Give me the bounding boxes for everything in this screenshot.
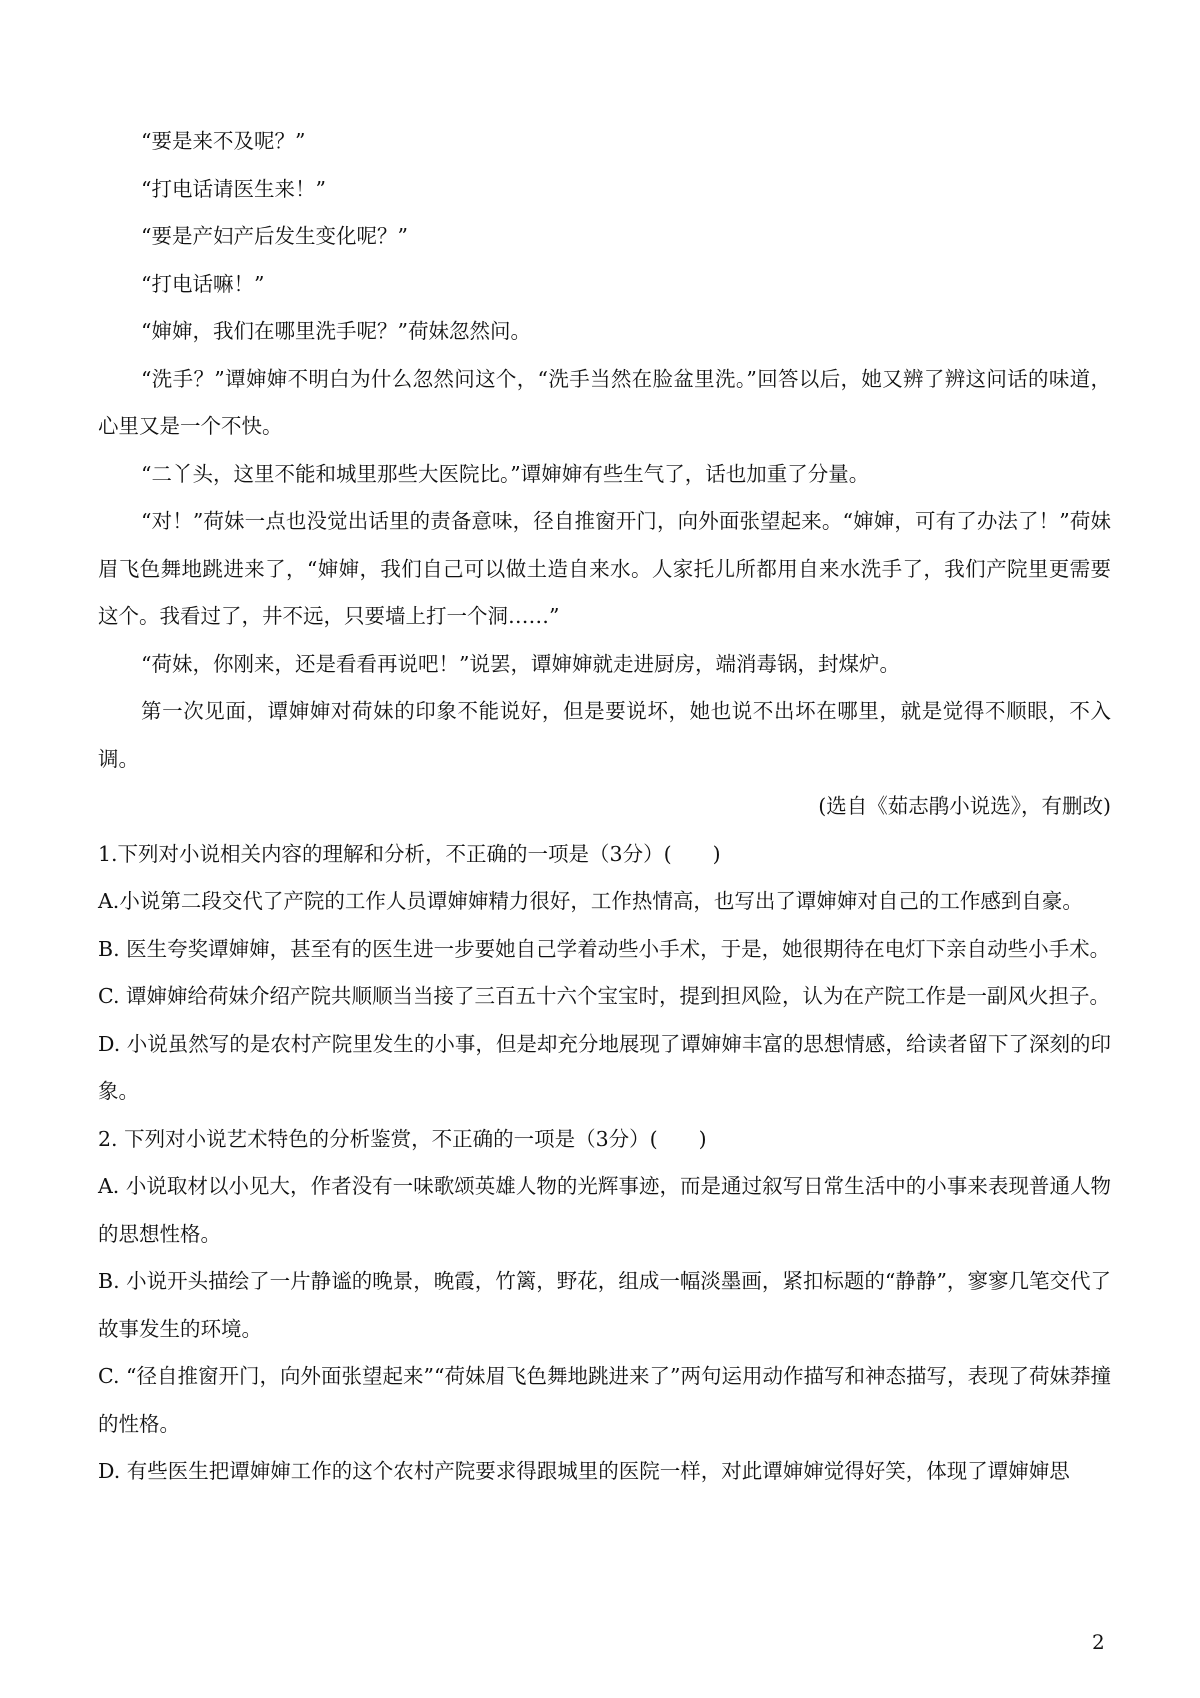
story-paragraph: 第一次见面，谭婶婶对荷妹的印象不能说好，但是要说坏，她也说不出坏在哪里，就是觉得不顺眼，不入调。 — [98, 699, 1111, 771]
source-citation: (选自《茹志鹃小说选》，有删改) — [818, 794, 1111, 818]
question-option: D. 有些医生把谭婶婶工作的这个农村产院要求得跟城里的医院一样，对此谭婶婶觉得好笑，体现了谭婶婶思 — [98, 1459, 1070, 1483]
document-body — [98, 118, 1111, 1496]
story-paragraph: “洗手？”谭婶婶不明白为什么忽然问这个，“洗手当然在脸盆里洗。”回答以后，她又辨了辨这问话的味道，心里又是一个不快。 — [98, 366, 1111, 438]
page-number: 2 — [1092, 1630, 1105, 1654]
question-option: A. 小说取材以小见大，作者没有一味歌颂英雄人物的光辉事迹，而是通过叙写日常生活中的小事来表现普通人物的思想性格。 — [98, 1174, 1111, 1246]
story-paragraph: “二丫头，这里不能和城里那些大医院比。”谭婶婶有些生气了，话也加重了分量。 — [141, 461, 870, 486]
question-option: D. 小说虽然写的是农村产院里发生的小事，但是却充分地展现了谭婶婶丰富的思想情感，给读者留下了深刻的印象。 — [98, 1031, 1111, 1103]
question-option: C. 谭婶婶给荷妹介绍产院共顺顺当当接了三百五十六个宝宝时，提到担风险，认为在产院工作是一副风火担子。 — [98, 984, 1110, 1008]
question-option: A.小说第二段交代了产院的工作人员谭婶婶精力很好，工作热情高，也写出了谭婶婶对自己的工作感到自豪。 — [98, 889, 1083, 913]
question-option: B. 小说开头描绘了一片静谧的晚景，晚霞，竹篱，野花，组成一幅淡墨画，紧扣标题的“静静”，寥寥几笔交代了故事发生的环境。 — [98, 1269, 1111, 1341]
story-paragraph: “荷妹，你刚来，还是看看再说吧！”说罢，谭婶婶就走进厨房，端消毒锅，封煤炉。 — [141, 651, 900, 676]
dialogue-line: “婶婶，我们在哪里洗手呢？”荷妹忽然问。 — [141, 319, 531, 343]
story-paragraph: “对！”荷妹一点也没觉出话里的责备意味，径自推窗开门，向外面张望起来。“婶婶，可有了办法了！”荷妹眉飞色舞地跳进来了，“婶婶，我们自己可以做土造自来水。人家托儿所都用自来水洗手了，我们产院里更需要这个。我看过了，井不远，只要墙上打一个洞……” — [98, 509, 1111, 628]
question-option: B. 医生夸奖谭婶婶，甚至有的医生进一步要她自己学着动些小手术，于是，她很期待在电灯下亲自动些小手术。 — [98, 936, 1111, 961]
dialogue-line: “要是来不及呢？” — [141, 129, 306, 153]
dialogue-line: “要是产妇产后发生变化呢？” — [141, 224, 408, 248]
question-stem: 1.下列对小说相关内容的理解和分析，不正确的一项是（3分）( ) — [98, 841, 721, 866]
question-option: C. “径自推窗开门，向外面张望起来”“荷妹眉飞色舞地跳进来了”两句运用动作描写和神态描写，表现了荷妹莽撞的性格。 — [98, 1364, 1111, 1436]
dialogue-line: “打电话嘛！” — [141, 271, 265, 296]
dialogue-line: “打电话请医生来！” — [141, 176, 326, 201]
question-stem: 2. 下列对小说艺术特色的分析鉴赏，不正确的一项是（3分）( ) — [98, 1126, 707, 1151]
